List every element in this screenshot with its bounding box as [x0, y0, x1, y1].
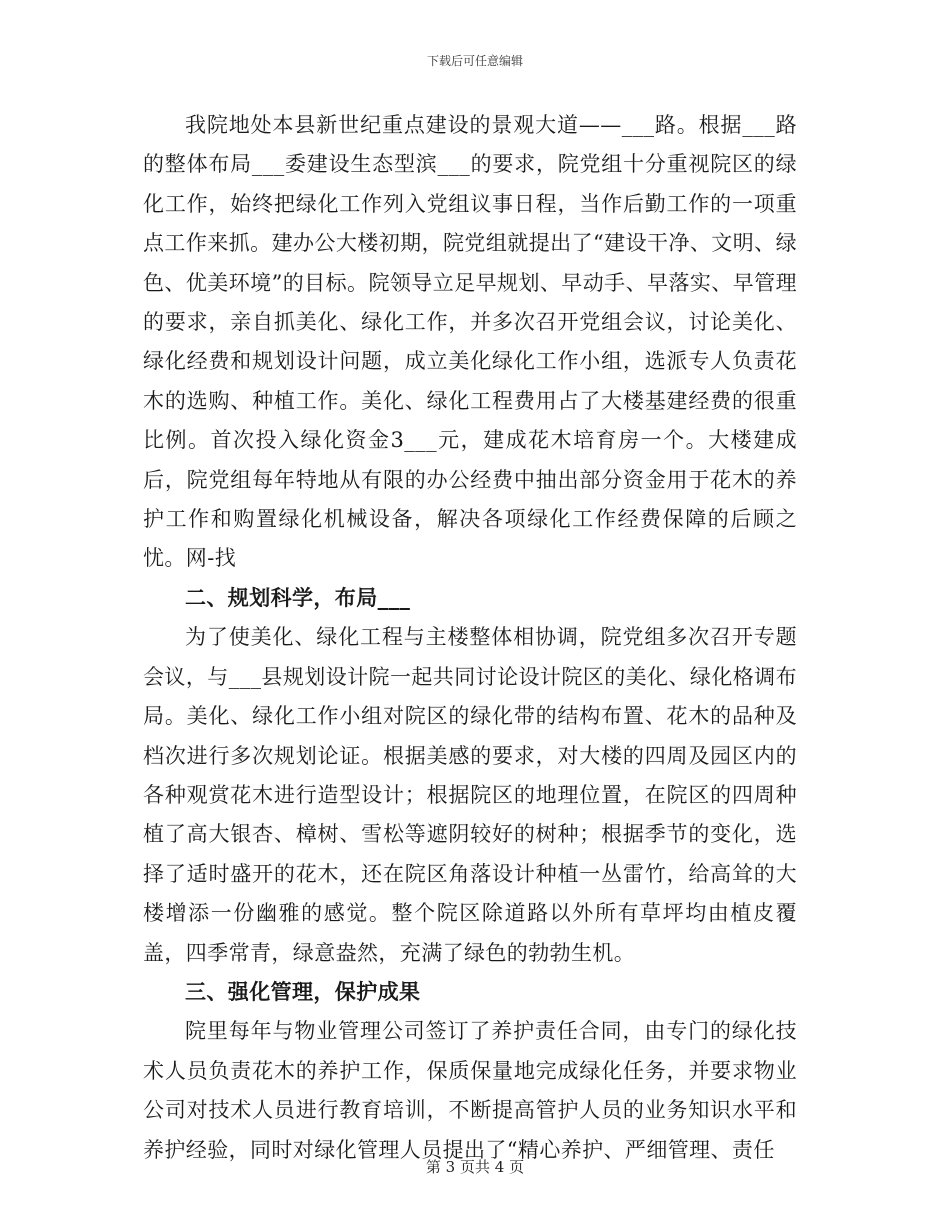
- page-header: 下载后可任意编辑: [426, 54, 523, 68]
- section-heading-planning: 二、规划科学，布局___: [185, 585, 411, 610]
- paragraph-planning: 为了使美化、绿化工程与主楼整体相协调，院党组多次召开专题会议，与___县规划设计院一起共同讨论设计院区的美化、绿化格调布局。美化、绿化工作小组对院区的绿化带的结构布置、花木的品种及档次进行多次规划论证。根据美感的要求，对大楼的四周及园区内的各种观赏花木进行造型设计；根据院区的地理位置，在院区的四周种植了高大银杏、樟树、雪松等遮阴较好的树种；根据季节的变化，选择了适时盛开的花木，还在院区角落设计种植一丛雷竹，给高耸的大楼增添一份幽雅的感觉。整个院区除道路以外所有草坪均由植皮覆盖，四季常青，绿意盎然，充满了绿色的勃勃生机。: [143, 625, 797, 965]
- page-number: 第 3 页共 4 页: [425, 1158, 525, 1176]
- paragraph-greening-funding: 我院地处本县新世纪重点建设的景观大道——___路。根据___路的整体布局___委建设生态型滨___的要求，院党组十分重视院区的绿化工作，始终把绿化工作列入党组议事日程，当作后勤工作的一项重点工作来抓。建办公大楼初期，院党组就提出了“建设干净、文明、绿色、优美环境”的目标。院领导立足早规划、早动手、早落实、早管理的要求，亲自抓美化、绿化工作，并多次召开党组会议，讨论美化、绿化经费和规划设计问题，成立美化绿化工作小组，选派专人负责花木的选购、种植工作。美化、绿化工程费用占了大楼基建经费的很重比例。首次投入绿化资金3___元，建成花木培育房一个。大楼建成后，院党组每年特地从有限的办公经费中抽出部分资金用于花木的养护工作和购置绿化机械设备，解决各项绿化工作经费保障的后顾之忧。网-找: [143, 113, 797, 571]
- document-body: [143, 106, 797, 1170]
- section-heading-management: 三、强化管理，保护成果: [185, 979, 421, 1004]
- paragraph-management: 院里每年与物业管理公司签订了养护责任合同，由专门的绿化技术人员负责花木的养护工作，保质保量地完成绿化任务，并要求物业公司对技术人员进行教育培训，不断提高管护人员的业务知识水平和养护经验，同时对绿化管理人员提出了“精心养护、严细管理、责任: [143, 1019, 797, 1162]
